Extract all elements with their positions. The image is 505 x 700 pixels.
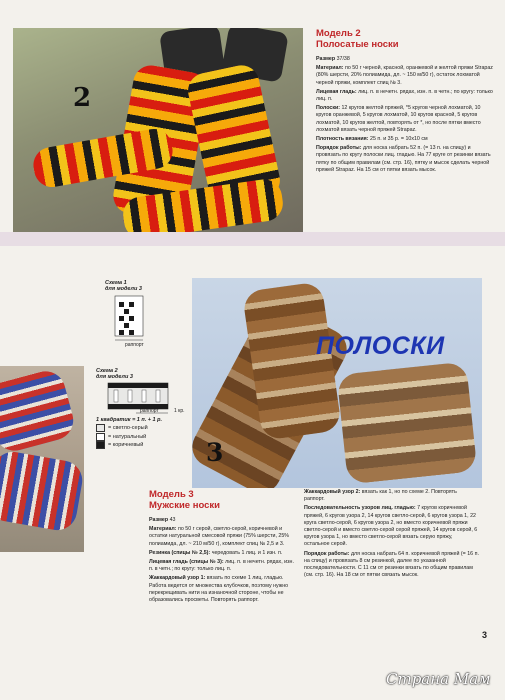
work-paragraph: Порядок работы: для носка набрать 52 п. (= 13 п. на спицу) и провязать по кругу полоски лиц. гладью. На 77 круге от резинки вязать пятку по общим правилам (см. стр. 16), пятку и мысок сделать черной пряжей Strapaz. На 15 см от пятки вязать мысок. <box>316 145 491 173</box>
color-swatch <box>96 433 105 441</box>
site-watermark: Страна Мам <box>386 670 491 688</box>
page-number: 3 <box>482 630 488 640</box>
size-line: Размер 43 <box>149 517 176 523</box>
rib-paragraph: Резинка (спицы № 2,5): чередовать 1 лиц. и 1 изн. п. <box>149 549 283 556</box>
size-line: Размер 37/38 <box>316 56 350 62</box>
chart-2 <box>96 368 186 417</box>
striped-socks-photo <box>13 28 303 232</box>
chart2-title: Схема 2 <box>96 368 118 374</box>
materials-paragraph: Материал: по 50 г серой, светло-серой, коричневой и остатки натуральной смесовой пряжи (75% шерсти, 25% полиамида, дл. ~ 210 м/50 г), комплект спиц № 2,5 и 3. <box>149 526 290 547</box>
polo-overlay-title: ПОЛОСКИ <box>316 332 445 360</box>
stitch-paragraph: Лицевая гладь: лиц. п. в нечетн. рядах, изн. п. в четн.; по кругу: только лиц. п. <box>316 88 493 103</box>
patterned-socks-photo <box>0 366 84 552</box>
stripes-paragraph: Полоски: 12 кругов желтой пряжей, *5 кругов черной лохматой, 10 кругов оранжевой, 5 кругов лохматой, 10 кругов красной, 5 кругов лохматой, 10 кругов желтой, повторять от *, но после пятки вместо лохматой вязать черной пряжей Strapaz. <box>316 105 481 133</box>
section-divider <box>0 232 505 246</box>
chart-legend <box>96 416 162 449</box>
chart1-grid <box>105 294 155 346</box>
model3-text-column-left <box>149 489 297 606</box>
sock-shape <box>0 449 84 534</box>
model-number-badge: 3 <box>206 438 224 467</box>
sock-shape <box>337 362 478 485</box>
stitch-paragraph: Лицевая гладь (спицы № 3): лиц. п. в нечетн. рядах, изн. п. в четн.; по кругу: только лиц. п. <box>149 559 294 573</box>
model2-text-column <box>316 28 494 176</box>
legend-item: = светло-серый <box>96 424 162 432</box>
color-swatch <box>96 441 105 449</box>
model3-title: Модель 3 Мужские носки <box>149 489 221 511</box>
sequence-paragraph: Последовательность узоров лиц. гладью: 7 кругов коричневой пряжей, 6 кругов узора 2, 14 кругов светло-серой, 6 кругов узора 1, 22 круга светло-серой, 6 кругов узора 2, но вместо коричневой пряжи светло-серой и вместо светло-серой серой пряжей, 14 кругов серой, 6 кругов узора 1, но вместо светло-серой вязать серую пряжу, остальное серой. <box>304 505 478 548</box>
model-number-badge: 2 <box>73 83 92 113</box>
chart-1 <box>105 280 155 348</box>
legend-item: = натуральный <box>96 433 162 441</box>
chart1-subtitle: для модели 3 <box>105 286 142 292</box>
model2-title: Модель 2 Полосатые носки <box>316 28 399 50</box>
legend-item: = коричневый <box>96 441 162 449</box>
work-paragraph: Порядок работы: для носка набрать 64 п. коричневой пряжей (= 16 п. на спицу) и провязать 8 см резинкой, далее по указанной последовательности. С 11 см от резинки вязать по общим правилам (см. стр. 16). На 18 см от пятки связать мысок. <box>304 550 479 579</box>
chart1-title: Схема 1 <box>105 280 127 286</box>
brown-socks-photo <box>192 278 482 488</box>
chart1-repeat-label: раппорт <box>125 342 144 348</box>
density-paragraph: Плотность вязания: 25 п. и 35 р. = 10х10 см <box>316 136 428 143</box>
jacquard2-paragraph: Жаккардовый узор 2: вязать как 1, но по схеме 2. Повторять раппорт. <box>304 489 457 503</box>
jacquard1-paragraph: Жаккардовый узор 1: вязать по схеме 1 лиц. гладью. Работа ведется от множества клубочков, поэтому нужно перекрещивать нити на изнаночной стороне, чтобы не образовались просветы. Повторять раппорт. <box>149 575 289 604</box>
color-swatch <box>96 424 105 432</box>
chart2-subtitle: для модели 3 <box>96 374 133 380</box>
sock-shape <box>0 367 78 455</box>
chart2-repeat-label: раппорт <box>140 408 159 414</box>
materials-paragraph: Материал: по 50 г черной, красной, оранжевой и желтой пряжи Strapaz (80% шерсти, 20% полиамида, дл. ~ 150 м/50 г), остаток лохматой черной пряжи, комплект спиц № 3. <box>316 65 493 86</box>
square-note: 1 квадратик = 1 п. + 1 р. <box>96 417 163 423</box>
model3-text-column-right <box>304 489 479 581</box>
chart2-side-label: 1 кр. <box>174 408 185 414</box>
